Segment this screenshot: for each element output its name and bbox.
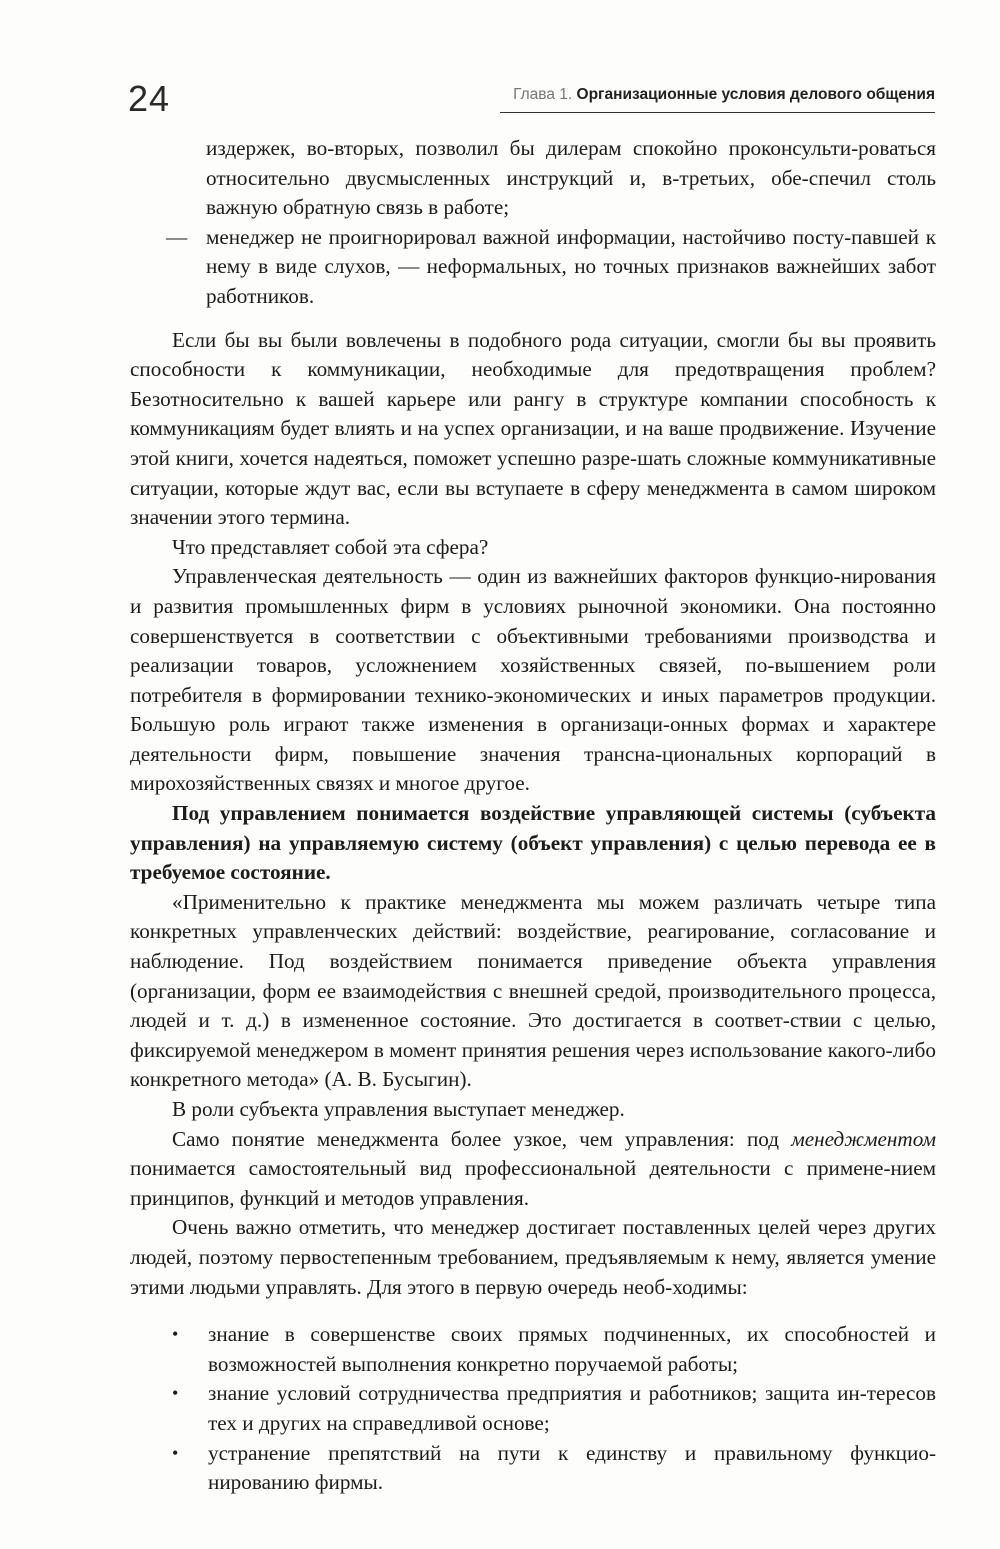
italic-term: менеджментом — [791, 1126, 937, 1151]
list-item — [130, 1439, 936, 1498]
bullet-marker: • — [172, 1383, 179, 1404]
header-rule — [500, 112, 935, 113]
bullet-marker: • — [172, 1324, 179, 1345]
list-item-text: знание в совершенстве своих прямых подчиненных, их способностей и возможностей выполнения конкретно поручаемой работы; — [208, 1322, 936, 1376]
list-item — [130, 1320, 936, 1379]
running-head — [513, 86, 935, 104]
chapter-title: Организационные условия делового общения — [576, 86, 935, 103]
list-item — [130, 1379, 936, 1438]
list-item-text: устранение препятствий на пути к единству и правильному функцио-нированию фирмы. — [208, 1440, 936, 1495]
body-text — [130, 134, 936, 1498]
paragraph-text: Само понятие менеджмента более узкое, чем управления: под — [172, 1126, 780, 1151]
dash-list — [130, 134, 936, 312]
list-item — [130, 223, 936, 312]
page-number: 24 — [128, 78, 171, 119]
paragraph — [130, 1125, 936, 1214]
paragraph-text: понимается самостоятельный вид профессиональной деятельности с примене-нием принципов, функций и методов управления. — [130, 1156, 936, 1210]
bullet-list — [130, 1320, 936, 1498]
list-item-text: знание условий сотрудничества предприятия и работников; защита ин-тересов тех и других на справедливой основе; — [208, 1381, 936, 1435]
dash-marker: — — [166, 224, 188, 249]
paragraph: Что представляет собой эта сфера? — [172, 534, 489, 559]
quote-paragraph: «Применительно к практике менеджмента мы можем различать четыре типа конкретных управленческих действий: воздействие, реагирование, согласование и наблюдение. Под воздействием понимается приведение объекта управления (организации, форм ее взаимодействия с внешней средой, производительного процесса, людей и т. д.) в измененное состояние. Это достигается в соответ-ствии с целью, фиксируемой менеджером в момент принятия решения через использование какого-либо конкретного метода» (А. В. Бусыгин). — [130, 889, 936, 1092]
chapter-label: Глава 1. — [513, 86, 573, 103]
list-item-text: издержек, во-вторых, позволил бы дилерам спокойно проконсульти-роваться относительно двусмысленных инструкций и, в-третьих, обе-спечил столь важную обратную связь в работе; — [206, 136, 936, 220]
list-item-text: менеджер не проигнорировал важной информации, настойчиво посту-павшей к нему в виде слухов, — неформальных, но точных признаков важнейших забот работников. — [206, 224, 936, 308]
bullet-marker: • — [172, 1442, 179, 1463]
list-item-continuation — [130, 134, 936, 223]
paragraph: Управленческая деятельность — один из важнейших факторов функцио-нирования и развития промышленных фирм в условиях рыночной экономики. Она постоянно совершенствуется в соответствии с объективными требованиями производства и реализации товаров, усложнением хозяйственных связей, по-вышением роли потребителя в формировании технико-экономических и иных параметров продукции. Большую роль играют также изменения в организаци-онных формах и характере деятельности фирм, повышение значения трансна-циональных корпораций в мирохозяйственных связях и многое другое. — [130, 564, 936, 796]
paragraph: Очень важно отметить, что менеджер достигает поставленных целей через других людей, поэтому первостепенным требованием, предъявляемым к нему, является умение этими людьми управлять. Для этого в первую очередь необ-ходимы: — [130, 1215, 936, 1299]
paragraph: Если бы вы были вовлечены в подобного рода ситуации, смогли бы вы проявить способности к коммуникации, необходимые для предотвращения проблем? Безотносительно к вашей карьере или рангу в структуре компании способность к коммуникациям будет влиять и на успех организации, и на ваше продвижение. Изучение этой книги, хочется надеяться, поможет успешно разре-шать сложные коммуникативные ситуации, которые ждут вас, если вы вступаете в сферу менеджмента в самом широком значении этого термина. — [130, 327, 936, 530]
paragraph: В роли субъекта управления выступает менеджер. — [172, 1097, 625, 1121]
definition-paragraph: Под управлением понимается воздействие управляющей системы (субъекта управления) на управляемую систему (объект управления) с целью перевода ее в требуемое состояние. — [130, 801, 936, 885]
